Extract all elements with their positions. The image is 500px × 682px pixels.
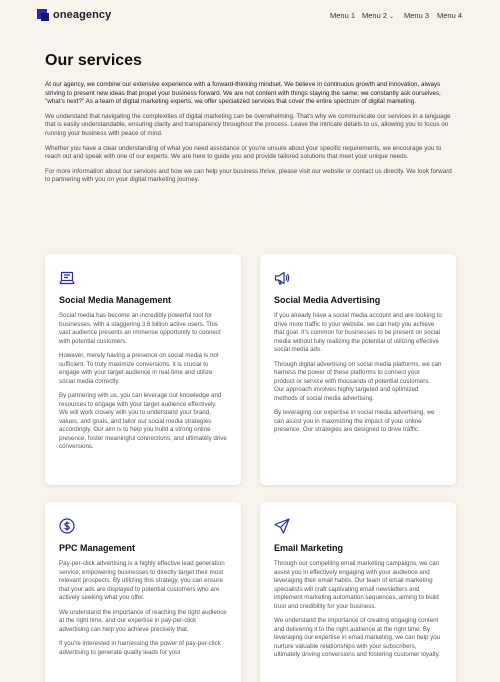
logo-text: oneagency xyxy=(53,9,112,21)
service-card-ppc-management xyxy=(45,502,241,682)
nav-item-menu-1[interactable]: Menu 1 xyxy=(330,11,356,20)
intro-text xyxy=(45,81,455,191)
site-header xyxy=(0,0,500,30)
laptop-icon xyxy=(59,270,75,286)
dollar-circle-icon xyxy=(59,518,75,534)
intro-paragraph: For more information about our services and how we can help your business thrive, please visit our website or contact us directly. We look forward to partnering with you on your digital marketing journey. xyxy=(45,167,452,184)
nav-item-menu-3[interactable]: Menu 3 xyxy=(404,11,430,20)
card-title: Social Media Advertising xyxy=(274,295,381,305)
card-paragraph: However, merely having a presence on social media is not sufficient. To truly maximize conversions, it is crucial to engage with your target audience in real-time and utilize social media correctly. xyxy=(59,352,219,385)
service-card-email-marketing xyxy=(260,502,456,682)
card-paragraph: Through digital advertising on social media platforms, we can harness the power of these platforms to connect your product or service with thousands of potential customers. Our approach involves highly targeted and optimized methods of social media advertising. xyxy=(274,360,442,402)
card-title: Email Marketing xyxy=(274,543,344,553)
megaphone-icon xyxy=(274,270,290,286)
service-card-social-media-management xyxy=(45,254,241,485)
card-paragraph: Social media has become an incredibly powerful tool for businesses, with a staggering 3.6 billion active users. This vast audience presents an immense opportunity to connect with potential customers. xyxy=(59,312,221,345)
card-paragraph: We understand the importance of creating engaging content and delivering it to the right audience at the right time. By leveraging our expertise in email marketing, we can help you nurture valuable relationships with your subscribers, ultimately driving conversions and fostering customer loyalty. xyxy=(274,617,441,658)
service-card-social-media-advertising xyxy=(260,254,456,485)
card-paragraph: If you're interested in harnessing the power of pay-per-click advertising to generate quality leads for your xyxy=(59,640,221,656)
card-paragraph: Through our compelling email marketing campaigns, we can assist you in effectively engaging with your audience and leveraging their email habits. Our team of email marketing specialists will craft captivating email newsletters and implement marketing automation sequences, aiming to build trust and credibility for your business. xyxy=(274,560,440,610)
intro-paragraph: Whether you have a clear understanding of what you need assistance or you're unsure about your specific requirements, we encourage you to reach out and speak with one of our experts. We are here to guide you and provide tailored solutions that meet your unique needs. xyxy=(45,144,442,161)
card-paragraph: If you already have a social media account and are looking to drive more traffic to your website, we can help you achieve that goal. It's common for businesses to be present on social media without fully realizing the potential of utilizing effective social media ads. xyxy=(274,312,442,353)
card-paragraph: By partnering with us, you can leverage our knowledge and resources to engage with your target audience effectively. We will work closely with you to understand your brand, values, and goals, and tailor our social media strategies accordingly. Our aim is to help you build a strong online presence, foster meaningful connections, and ultimately drive conversions. xyxy=(59,392,227,450)
intro-paragraph: We understand that navigating the complexities of digital marketing can be overwhelming. That's why we communicate our services in a language that is easily understandable, ensuring clarity and transparency throughout the process. Leave the intricate details to us, allowing you to focus on running your business with peace of mind. xyxy=(45,112,451,137)
card-paragraph: We understand the importance of reaching the right audience at the right time, and our expertise in pay-per-click advertising can help you achieve precisely that. xyxy=(59,608,227,633)
card-title: Social Media Management xyxy=(59,295,172,305)
page-title: Our services xyxy=(45,52,142,69)
nav-item-menu-2[interactable]: Menu 2 ⌄ xyxy=(362,11,395,20)
card-title: PPC Management xyxy=(59,543,136,553)
chevron-down-icon: ⌄ xyxy=(389,14,395,20)
card-paragraph: Pay-per-click advertising is a highly effective lead generation service, empowering businesses to directly target their most relevant prospects. By utilizing this strategy, you can ensure that your ads are displayed to potential customers who are actively seeking what you offer. xyxy=(59,560,225,601)
card-paragraph: By leveraging our expertise in social media advertising, we can assist you in maximizing the impact of your online presence. Our strategies are designed to drive traffic. xyxy=(274,409,435,433)
nav-item-menu-4[interactable]: Menu 4 xyxy=(437,11,463,20)
paper-plane-icon xyxy=(274,518,290,534)
main-nav xyxy=(0,11,500,23)
intro-paragraph: At our agency, we combine our extensive experience with a forward-thinking mindset. We believe in continuous growth and innovation, always striving to present new ideas that propel your business forward. We are not content with things staying the same; we constantly ask ourselves, "what's next?" As a team of digital marketing experts, we offer specialized services that cover the entire spectrum of digital marketing. xyxy=(45,81,441,106)
